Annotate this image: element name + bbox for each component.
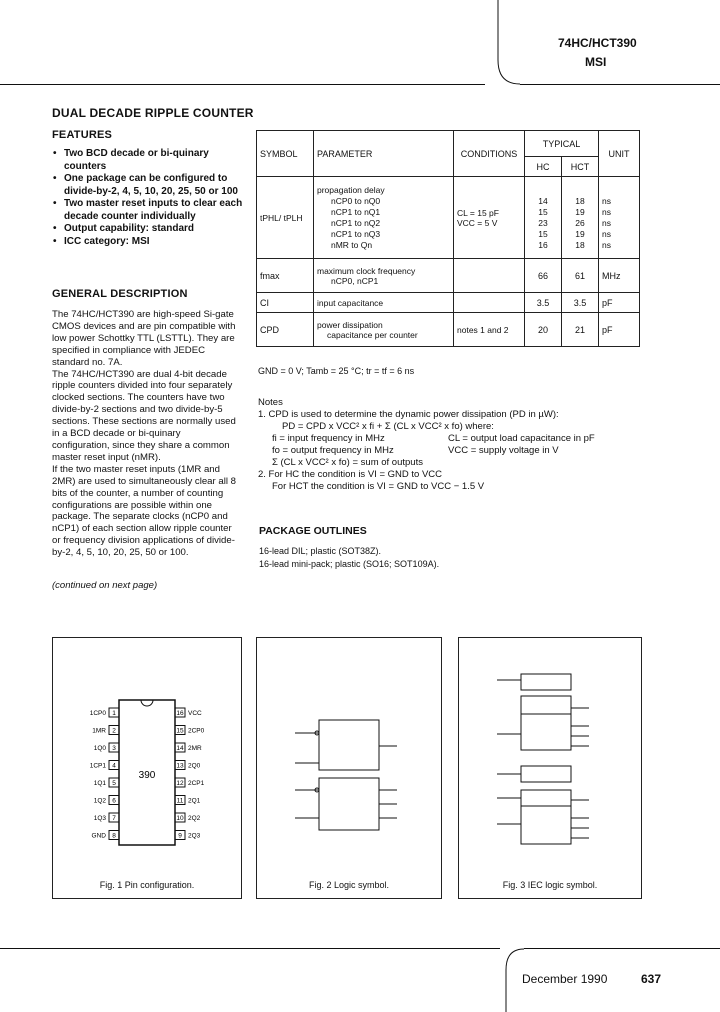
note-1-defs [258, 433, 678, 445]
r1-hct [562, 177, 599, 259]
r1-param-title: propagation delay [317, 184, 385, 195]
th-unit: UNIT [599, 131, 640, 177]
pin-number: 14 [176, 745, 184, 752]
th-conditions: CONDITIONS [454, 131, 525, 177]
th-parameter: PARAMETER [314, 131, 454, 177]
figure-2 [256, 637, 442, 899]
r2-hct: 61 [562, 259, 599, 293]
note-fo: fo = output frequency in MHz [272, 445, 394, 456]
desc-paragraph: The 74HC/HCT390 are dual 4-bit decade ripple counters divided into four separately clocked sections. The counters have two divide-by-2 sections and two divide-by-5 sections. These sections are normally used in a BCD decade or bi-quinary configuration, since they share a common master reset input (nMR). [52, 368, 236, 463]
r1-unit-0: ns [602, 195, 611, 206]
note-fi: fi = input frequency in MHz [272, 433, 385, 444]
r1-unit-3: ns [602, 228, 611, 239]
r2-conditions [454, 259, 525, 293]
pin-label: 1Q3 [93, 815, 106, 822]
fig3-caption: Fig. 3 IEC logic symbol. [502, 880, 598, 890]
r1-conditions [454, 177, 525, 259]
r4-symbol: CPD [257, 313, 314, 347]
r4-hc: 20 [525, 313, 562, 347]
r1-hc-0: 14 [538, 195, 548, 206]
pin-label: 2Q0 [188, 762, 201, 770]
general-heading: GENERAL DESCRIPTION [52, 288, 188, 300]
page-title: DUAL DECADE RIPPLE COUNTER [52, 106, 254, 120]
pin-number: 5 [112, 780, 116, 787]
r4-conditions: notes 1 and 2 [454, 313, 525, 347]
footer-rule-right [524, 948, 720, 949]
r1-hct-3: 19 [575, 228, 585, 239]
footer-page: 637 [641, 972, 662, 986]
feature-item: • Output capability: standard [52, 223, 252, 236]
pin-label: 1CP0 [89, 710, 106, 717]
desc-paragraph: If the two master reset inputs (1MR and 2MR) are used to simultaneously clear all 8 bits of the counter, a number of counting configurations are possible within one package. The separate clocks (nCP0 and nCP1) of each section allow ripple counter or frequency division applications of divide-by-2, 4, 5, 10, 20, 25, 50 or 100. [52, 463, 236, 559]
r1-hct-4: 18 [575, 239, 585, 250]
r2-param: maximum clock frequency [317, 265, 416, 276]
pin-number: 8 [112, 832, 116, 840]
r1-hc [525, 177, 562, 259]
ic-label: 390 [138, 770, 156, 781]
r3-conditions [454, 293, 525, 313]
notes-block [258, 397, 678, 493]
pin-label: 1Q0 [93, 745, 106, 752]
note-2: 2. For HC the condition is VI = GND to VCC [258, 469, 442, 480]
r1-param-3: nCP1 to nQ3 [331, 228, 381, 239]
pin-number: 6 [112, 797, 116, 805]
feature-item: • One package can be configured to divide-by-2, 4, 5, 10, 20, 25, 50 or 100 [52, 173, 252, 198]
gnd-conditions: GND = 0 V; Tamb = 25 °C; tr = tf = 6 ns [258, 366, 415, 376]
th-hct: HCT [562, 157, 599, 177]
r1-param-0: nCP0 to nQ0 [331, 195, 381, 206]
pin-number: 1 [112, 710, 116, 717]
r1-hct-2: 26 [575, 217, 585, 228]
pin-number: 10 [176, 815, 184, 822]
pin-number: 2 [112, 727, 116, 735]
iec-symbol-diagram [459, 638, 641, 868]
note-1-formula: PD = CPD x VCC² x fi + Σ (CL x VCC² x fo) where: [282, 421, 494, 432]
pin-label: 1CP1 [89, 762, 106, 770]
r1-parameter [314, 177, 454, 259]
r4-param: power dissipation [317, 319, 383, 330]
pin-label: 1Q2 [93, 797, 106, 805]
spec-table [256, 130, 640, 347]
r1-cond-1: CL = 15 pF [457, 207, 499, 218]
note-1-defs-2 [258, 445, 678, 457]
r1-hct-0: 18 [575, 195, 585, 206]
pin-label: 2CP0 [188, 727, 205, 735]
pin-label: VCC [188, 710, 202, 717]
part-number: 74HC/HCT390 [558, 36, 637, 50]
r1-hct-1: 19 [575, 206, 585, 217]
th-hc: HC [525, 157, 562, 177]
r4-parameter [314, 313, 454, 347]
r4-hct: 21 [562, 313, 599, 347]
pin-number: 3 [112, 745, 116, 752]
features-list [52, 148, 252, 248]
pin-number: 7 [112, 815, 116, 822]
logic-symbol-diagram [257, 638, 441, 868]
r1-param-2: nCP1 to nQ2 [331, 217, 381, 228]
note-vcc: VCC = supply voltage in V [448, 445, 559, 456]
footer-date: December 1990 [522, 972, 608, 986]
continued-note: (continued on next page) [52, 580, 158, 591]
package-heading: PACKAGE OUTLINES [259, 525, 367, 537]
r1-param-4: nMR to Qn [331, 239, 373, 250]
r1-hc-2: 23 [538, 217, 548, 228]
pin-number: 4 [112, 762, 116, 770]
pin-number: 13 [176, 762, 184, 770]
footer-rule [0, 948, 500, 949]
pin-label: 2Q2 [188, 815, 201, 822]
r1-unit-2: ns [602, 217, 611, 228]
note-cl: CL = output load capacitance in pF [448, 433, 595, 444]
pin-number: 11 [176, 797, 184, 805]
r3-symbol: CI [257, 293, 314, 313]
note-1-sum: Σ (CL x VCC² x fo) = sum of outputs [272, 457, 423, 468]
r2-symbol: fmax [257, 259, 314, 293]
r2-unit: MHz [599, 259, 640, 293]
header-curve [484, 0, 524, 86]
pin-number: 15 [176, 727, 184, 735]
category-label: MSI [585, 55, 607, 69]
notes-heading: Notes [258, 397, 283, 408]
pin-label: 2MR [188, 745, 202, 752]
pin-number: 12 [176, 780, 184, 787]
fig1-caption: Fig. 1 Pin configuration. [99, 880, 195, 890]
feature-item: • ICC category: MSI [52, 236, 252, 249]
r2-hc: 66 [525, 259, 562, 293]
figure-1 [52, 637, 242, 899]
desc-paragraph: The 74HC/HCT390 are high-speed Si-gate CMOS devices and are pin compatible with low power Schottky TTL (LSTTL). They are specified in compliance with JEDEC standard no. 7A. [52, 309, 236, 368]
package-line-2: 16-lead mini-pack; plastic (SO16; SOT109A). [259, 559, 440, 569]
note-1: 1. CPD is used to determine the dynamic power dissipation (PD in µW): [258, 409, 559, 420]
r3-hct: 3.5 [562, 293, 599, 313]
fig2-caption: Fig. 2 Logic symbol. [308, 880, 390, 890]
r2-param-2: nCP0, nCP1 [331, 275, 379, 286]
r1-cond-2: VCC = 5 V [457, 217, 498, 228]
pin-label: 1Q1 [93, 780, 106, 787]
pin-config-diagram [53, 638, 241, 868]
r2-parameter [314, 259, 454, 293]
r1-param-1: nCP1 to nQ1 [331, 206, 381, 217]
r1-unit-1: ns [602, 206, 611, 217]
pin-label: GND [91, 832, 106, 840]
feature-item: • Two BCD decade or bi-quinary counters [52, 148, 252, 173]
r3-hc: 3.5 [525, 293, 562, 313]
r1-hc-1: 15 [538, 206, 548, 217]
pin-label: 2Q1 [188, 797, 201, 805]
th-typical: TYPICAL [525, 131, 599, 157]
pin-label: 2CP1 [188, 780, 205, 787]
features-heading: FEATURES [52, 129, 113, 141]
r1-hc-3: 15 [538, 228, 548, 239]
pin-label: 2Q3 [188, 832, 201, 840]
pin-label: 1MR [92, 727, 106, 735]
r3-parameter: input capacitance [314, 293, 454, 313]
figure-3 [458, 637, 642, 899]
feature-item: • Two master reset inputs to clear each decade counter individually [52, 198, 252, 223]
general-description [52, 309, 238, 559]
r1-unit [599, 177, 640, 259]
r4-param-2: capacitance per counter [327, 329, 418, 340]
pin-number: 9 [178, 832, 182, 840]
r4-unit: pF [599, 313, 640, 347]
r3-unit: pF [599, 293, 640, 313]
package-line-1: 16-lead DIL; plastic (SOT38Z). [259, 546, 382, 556]
pin-number: 16 [176, 710, 184, 717]
header-rule [0, 84, 485, 85]
header-rule-right [520, 84, 720, 85]
r1-symbol: tPHL/ tPLH [257, 177, 314, 259]
r1-unit-4: ns [602, 239, 611, 250]
th-symbol: SYMBOL [257, 131, 314, 177]
r1-hc-4: 16 [538, 239, 548, 250]
note-2b: For HCT the condition is VI = GND to VCC − 1.5 V [272, 481, 485, 492]
